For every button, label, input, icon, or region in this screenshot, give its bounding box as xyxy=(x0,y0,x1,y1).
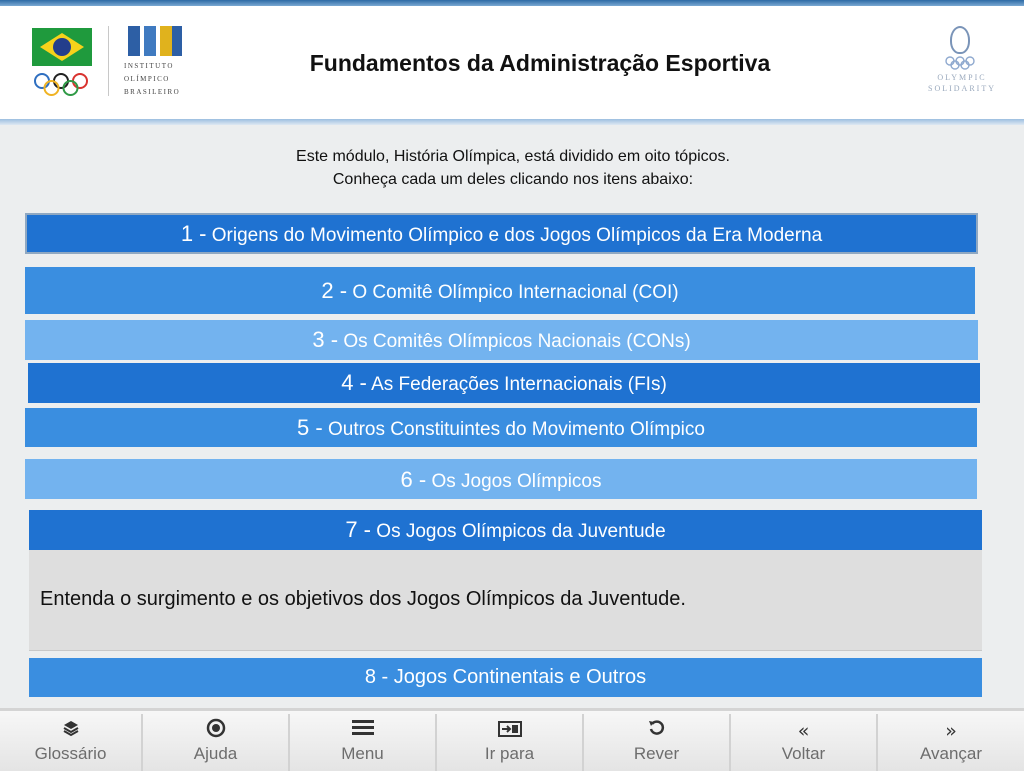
bottom-toolbar xyxy=(0,708,1024,771)
topic-label: Os Jogos Olímpicos da Juventude xyxy=(376,521,666,542)
iob-logo xyxy=(124,26,194,101)
replay-button[interactable] xyxy=(584,714,731,771)
olympic-solidarity-rings-icon xyxy=(944,56,976,70)
goto-icon xyxy=(437,718,582,744)
topic-label: 8 - Jogos Continentais e Outros xyxy=(364,666,647,688)
menu-label: Menu xyxy=(341,744,384,763)
back-icon: « xyxy=(797,720,810,742)
replay-label: Rever xyxy=(633,744,680,763)
topic-button-3[interactable] xyxy=(25,320,978,360)
topic-button-1[interactable] xyxy=(25,213,978,254)
iob-logo-line-2: OLÍMPICO xyxy=(124,75,170,83)
topic-7-description-panel xyxy=(29,550,982,651)
topic-number: 6 - xyxy=(400,467,427,492)
olympic-solidarity-logo xyxy=(922,26,1002,98)
header-bottom-stripe xyxy=(0,119,1024,125)
flag-globe xyxy=(53,38,71,56)
goto-label: Ir para xyxy=(484,744,535,763)
iob-logo-mark xyxy=(128,26,184,56)
topic-number: 3 - xyxy=(312,327,339,352)
topic-number: 4 - xyxy=(341,370,367,395)
topic-button-7[interactable] xyxy=(29,510,982,550)
module-intro xyxy=(100,145,926,191)
forward-button[interactable] xyxy=(878,714,1024,771)
layers-icon xyxy=(0,718,141,744)
topic-button-6[interactable] xyxy=(25,459,977,499)
help-button[interactable] xyxy=(143,714,290,771)
topic-label: Origens do Movimento Olímpico e dos Jogos Olímpicos da Era Moderna xyxy=(211,225,823,246)
olympic-rings-icon xyxy=(33,72,89,98)
forward-label: Avançar xyxy=(919,744,983,763)
topic-number: 1 - xyxy=(180,221,207,246)
glossary-button[interactable] xyxy=(0,714,143,771)
back-label: Voltar xyxy=(781,744,826,763)
topic-7-description: Entenda o surgimento e os objetivos dos Jogos Olímpicos da Juventude. xyxy=(40,588,686,610)
menu-button[interactable] xyxy=(290,714,437,771)
header-top-stripe xyxy=(0,0,1024,6)
back-button[interactable] xyxy=(731,714,878,771)
topic-number: 5 - xyxy=(297,415,323,440)
olympic-solidarity-line-1: OLYMPIC xyxy=(937,73,987,82)
topic-label: Outros Constituintes do Movimento Olímpico xyxy=(327,419,705,440)
iob-logo-line-1: INSTITUTO xyxy=(124,62,174,70)
replay-icon xyxy=(584,718,729,744)
help-label: Ajuda xyxy=(193,744,238,763)
olympic-solidarity-emblem-icon xyxy=(950,26,970,54)
glossary-label: Glossário xyxy=(34,744,107,763)
topic-label: Os Jogos Olímpicos xyxy=(431,471,602,492)
forward-icon: » xyxy=(945,720,957,742)
intro-line-2: Conheça cada um deles clicando nos itens abaixo: xyxy=(332,171,694,188)
topic-label: Os Comitês Olímpicos Nacionais (CONs) xyxy=(343,331,691,352)
topic-number: 7 - xyxy=(345,517,372,542)
intro-line-1: Este módulo, História Olímpica, está dividido em oito tópicos. xyxy=(296,148,730,165)
logo-divider xyxy=(108,26,109,96)
header xyxy=(0,0,1024,122)
brazil-flag-icon xyxy=(32,28,92,66)
topic-button-5[interactable] xyxy=(25,408,977,447)
page-title: Fundamentos da Administração Esportiva xyxy=(309,50,771,76)
topic-button-8[interactable] xyxy=(29,658,982,697)
goto-button[interactable] xyxy=(437,714,584,771)
help-icon xyxy=(143,718,288,744)
iob-logo-line-3: BRASILEIRO xyxy=(124,88,181,96)
topic-button-2[interactable] xyxy=(25,267,975,314)
topic-label: As Federações Internacionais (FIs) xyxy=(371,374,667,395)
topic-label: O Comitê Olímpico Internacional (COI) xyxy=(352,282,679,303)
topic-button-4[interactable] xyxy=(28,363,980,403)
menu-icon xyxy=(290,718,435,744)
olympic-solidarity-line-2: SOLIDARITY xyxy=(928,84,996,93)
topic-number: 2 - xyxy=(321,278,348,303)
